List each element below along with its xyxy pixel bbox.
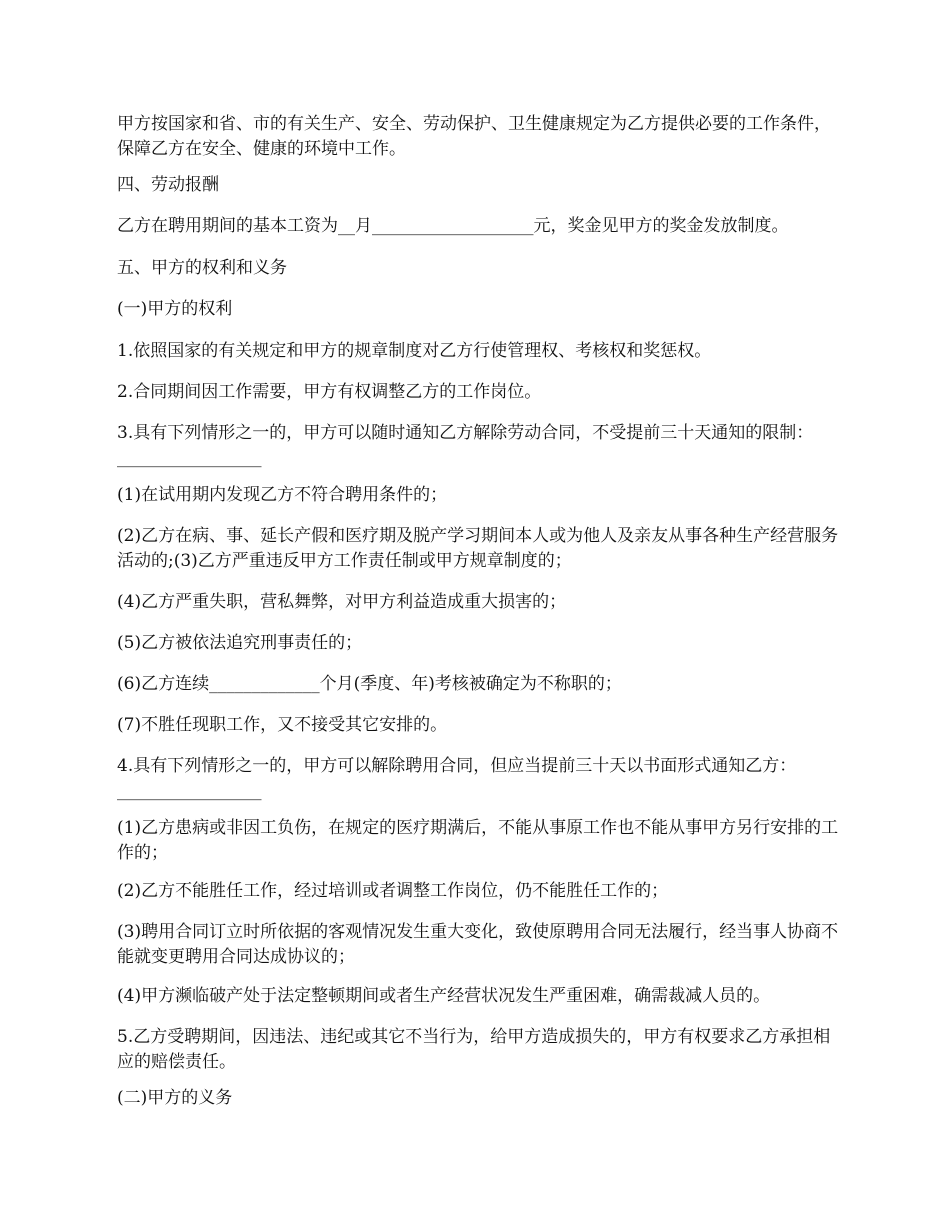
paragraph-item-4-3: (3)聘用合同订立时所依据的客观情况发生重大变化，致使原聘用合同无法履行，经当事人协商不能就变更聘用合同达成协议的；	[117, 922, 839, 967]
paragraph-item-3-5: (5)乙方被依法追究刑事责任的；	[117, 633, 363, 653]
subsection-heading-rights: (一)甲方的权利	[117, 299, 233, 319]
paragraph-item-4-2: (2)乙方不能胜任工作，经过培训或者调整工作岗位，仍不能胜任工作的；	[117, 881, 669, 901]
section-heading-remuneration: 四、劳动报酬	[117, 175, 219, 195]
paragraph-item-5: 5.乙方受聘期间，因违法、违纪或其它不当行为，给甲方造成损失的，甲方有权要求乙方承担相应的赔偿责任。	[117, 1027, 831, 1072]
subsection-heading-duties: (二)甲方的义务	[117, 1088, 233, 1108]
paragraph-item-2: 2.合同期间因工作需要，甲方有权调整乙方的工作岗位。	[117, 382, 542, 402]
paragraph-item-1: 1.依照国家的有关规定和甲方的规章制度对乙方行使管理权、考核权和奖惩权。	[117, 341, 712, 361]
paragraph-item-3: 3.具有下列情形之一的，甲方可以随时通知乙方解除劳动合同，不受提前三十天通知的限制：_________________	[117, 423, 814, 468]
paragraph-item-3-1: (1)在试用期内发现乙方不符合聘用条件的；	[117, 485, 448, 505]
paragraph-item-4: 4.具有下列情形之一的，甲方可以解除聘用合同，但应当提前三十天以书面形式通知乙方：_________________	[117, 756, 797, 801]
paragraph-base-salary: 乙方在聘用期间的基本工资为__月___________________元，奖金见甲方的奖金发放制度。	[117, 216, 789, 236]
paragraph-item-3-6: (6)乙方连续_____________个月(季度、年)考核被确定为不称职的；	[117, 674, 622, 694]
paragraph-item-3-7: (7)不胜任现职工作，又不接受其它安排的。	[117, 715, 448, 735]
paragraph-work-conditions: 甲方按国家和省、市的有关生产、安全、劳动保护、卫生健康规定为乙方提供必要的工作条件，保障乙方在安全、健康的环境中工作。	[117, 114, 831, 159]
section-heading-rights-duties: 五、甲方的权利和义务	[117, 258, 287, 278]
paragraph-item-4-1: (1)乙方患病或非因工负伤，在规定的医疗期满后，不能从事原工作也不能从事甲方另行安排的工作的；	[117, 818, 839, 863]
paragraph-item-4-4: (4)甲方濒临破产处于法定整顿期间或者生产经营状况发生严重困难，确需裁减人员的。	[117, 986, 771, 1006]
paragraph-item-3-4: (4)乙方严重失职，营私舞弊，对甲方利益造成重大损害的；	[117, 592, 567, 612]
paragraph-item-3-2: (2)乙方在病、事、延长产假和医疗期及脱产学习期间本人或为他人及亲友从事各种生产经营服务活动的;(3)乙方严重违反甲方工作责任制或甲方规章制度的；	[117, 526, 839, 571]
